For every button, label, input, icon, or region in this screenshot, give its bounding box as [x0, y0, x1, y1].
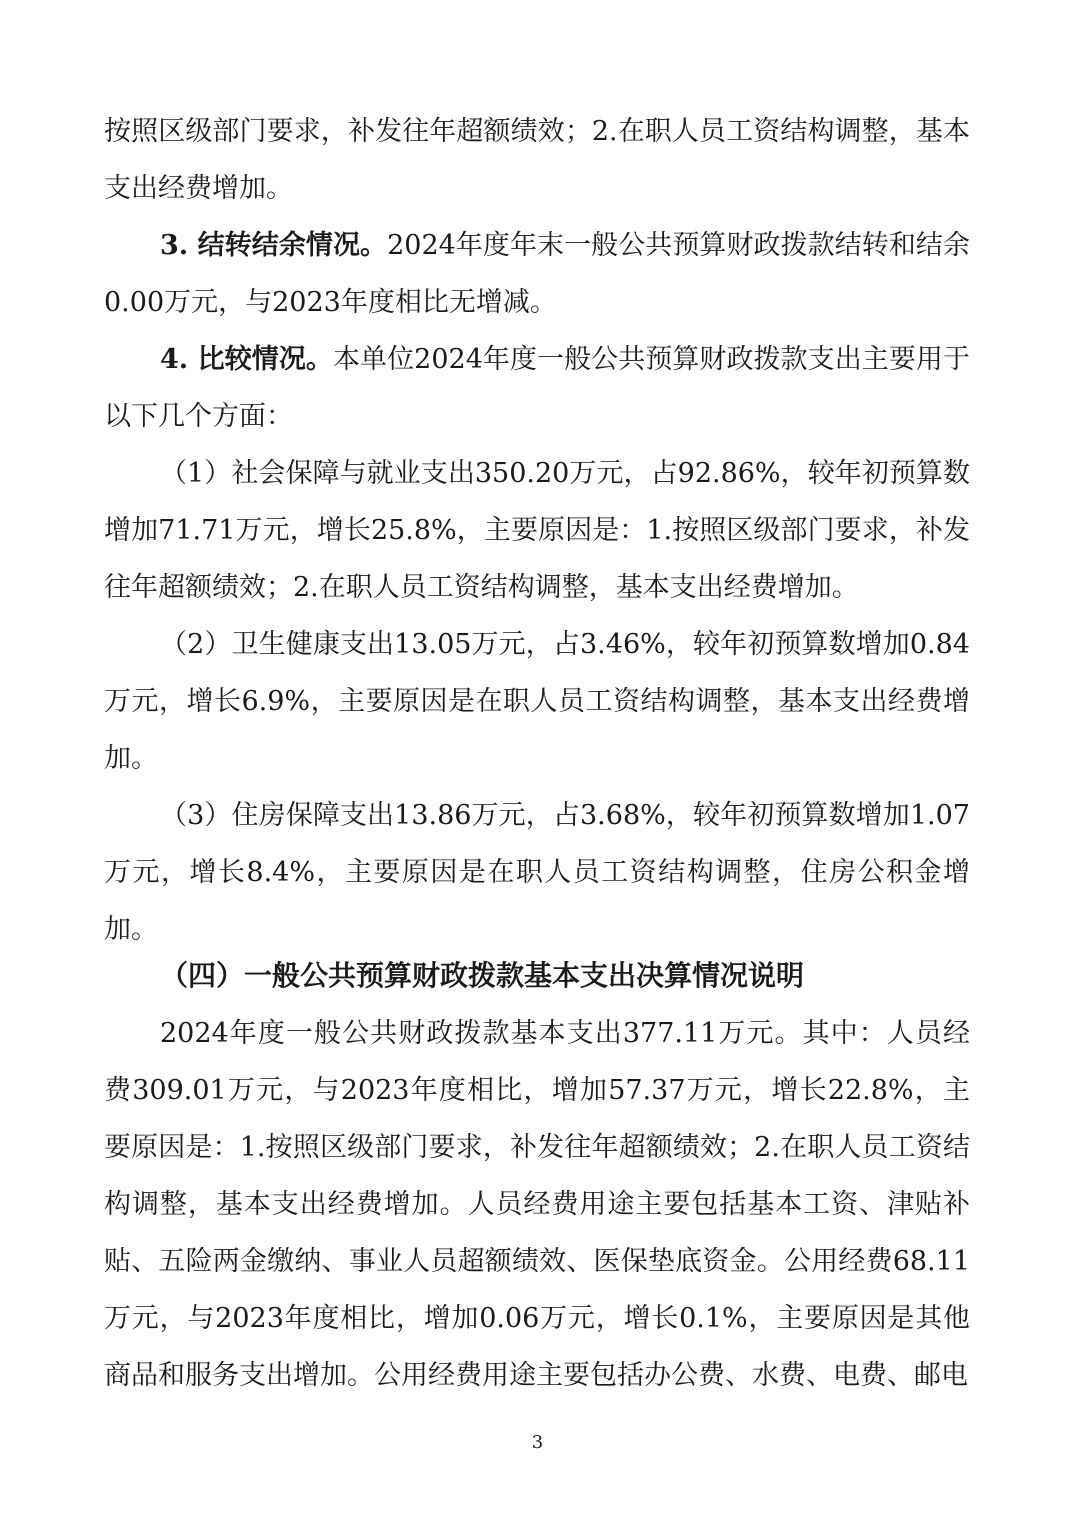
section-heading-4: （四）一般公共预算财政拨款基本支出决算情况说明	[160, 959, 805, 992]
paragraph-social-security: （1）社会保障与就业支出350.20万元，占92.86%，较年初预算数增加71.71万元，增长25.8%，主要原因是：1.按照区级部门要求，补发往年超额绩效；2.在职人员工资结构调整，基本支出经费增加。	[104, 458, 970, 603]
paragraph-carryover	[104, 217, 970, 331]
paragraph-basic-expenditure: 2024年度一般公共财政拨款基本支出377.11万元。其中：人员经费309.01万元，与2023年度相比，增加57.37万元，增长22.8%，主要原因是：1.按照区级部门要求，补发往年超额绩效；2.在职人员工资结构调整，基本支出经费增加。人员经费用途主要包括基本工资、津贴补贴、五险两金缴纳、事业人员超额绩效、医保垫底资金。公用经费68.11万元，与2023年度相比，增加0.06万元，增长0.1%，主要原因是其他商品和服务支出增加。公用经费用途主要包括办公费、水费、电费、邮电	[104, 1018, 970, 1391]
paragraph-housing: （3）住房保障支出13.86万元，占3.68%，较年初预算数增加1.07万元，增长8.4%，主要原因是在职人员工资结构调整，住房公积金增加。	[104, 800, 970, 945]
section-4-title: 4. 比较情况。	[160, 344, 333, 375]
page-number: 3	[531, 1432, 544, 1453]
section-3-body: 2024年度年末一般公共预算财政拨款结转和结余0.00万元，与2023年度相比无增减。	[104, 230, 970, 318]
section-4-body: 本单位2024年度一般公共预算财政拨款支出主要用于以下几个方面：	[104, 344, 970, 432]
section-3-title: 3. 结转结余情况。	[160, 230, 388, 261]
paragraph-continuation: 按照区级部门要求，补发往年超额绩效；2.在职人员工资结构调整，基本支出经费增加。	[104, 116, 970, 204]
paragraph-comparison	[104, 331, 970, 445]
paragraph-health: （2）卫生健康支出13.05万元，占3.46%，较年初预算数增加0.84万元，增长6.9%，主要原因是在职人员工资结构调整，基本支出经费增加。	[104, 629, 970, 774]
